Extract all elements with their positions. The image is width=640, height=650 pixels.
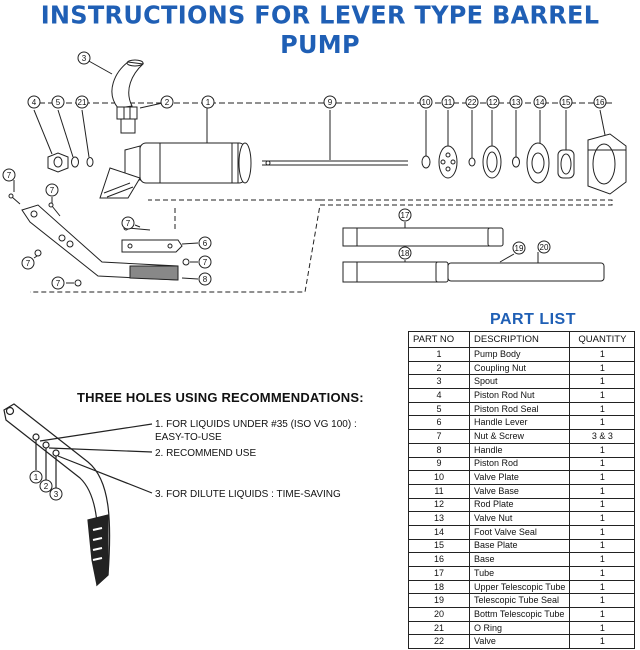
part-no-cell: 22 <box>409 635 470 649</box>
description-cell: Tube <box>470 567 570 581</box>
callout-19 <box>513 242 525 254</box>
tube <box>343 228 503 246</box>
quantity-cell: 1 <box>570 608 635 622</box>
description-cell: Coupling Nut <box>470 361 570 375</box>
callout-3-label: 3 <box>81 54 87 63</box>
description-cell: Upper Telescopic Tube <box>470 580 570 594</box>
description-cell: Handle Lever <box>470 416 570 430</box>
table-row <box>409 525 635 539</box>
part-list-title: PART LIST <box>490 311 576 328</box>
quantity-cell: 1 <box>570 457 635 471</box>
table-row <box>409 539 635 553</box>
callout-2 <box>161 96 173 108</box>
part-no-cell: 7 <box>409 430 470 444</box>
part-no-cell: 21 <box>409 621 470 635</box>
description-cell: Foot Valve Seal <box>470 525 570 539</box>
handle-lever <box>122 240 182 252</box>
svg-text:2: 2 <box>43 482 49 491</box>
valve-base <box>439 146 457 178</box>
quantity-cell: 1 <box>570 389 635 403</box>
piston-rod-seal <box>72 157 79 167</box>
part-no-cell: 4 <box>409 389 470 403</box>
callout-13 <box>510 96 522 108</box>
callout-8-label: 8 <box>202 275 208 284</box>
header-quantity: QUANTITY <box>570 332 635 348</box>
description-cell: Nut & Screw <box>470 430 570 444</box>
callout-18-label: 18 <box>400 249 410 258</box>
description-cell: Handle <box>470 443 570 457</box>
foot-valve-seal <box>527 143 549 183</box>
callout-7f-label: 7 <box>55 279 61 288</box>
callout-20 <box>538 241 550 253</box>
part-no-cell: 14 <box>409 525 470 539</box>
coupling-nut <box>117 107 137 133</box>
part-no-cell: 13 <box>409 512 470 526</box>
valve-nut <box>513 157 520 167</box>
piston-rod <box>262 161 408 165</box>
callout-7b <box>3 169 15 181</box>
table-row <box>409 471 635 485</box>
callout-7d-label: 7 <box>125 219 131 228</box>
description-cell: Spout <box>470 375 570 389</box>
quantity-cell: 1 <box>570 512 635 526</box>
quantity-cell: 1 <box>570 621 635 635</box>
bottom-telescopic-tube <box>448 263 604 281</box>
table-row <box>409 553 635 567</box>
hole-label-3 <box>50 488 62 500</box>
valve <box>469 158 475 166</box>
callout-20-label: 20 <box>539 243 549 252</box>
part-no-cell: 9 <box>409 457 470 471</box>
description-cell: O Ring <box>470 621 570 635</box>
part-list-table <box>408 331 635 649</box>
callout-4 <box>28 96 40 108</box>
part-no-cell: 11 <box>409 484 470 498</box>
quantity-cell: 1 <box>570 348 635 362</box>
description-cell: Base <box>470 553 570 567</box>
svg-text:3: 3 <box>53 490 59 499</box>
table-row <box>409 430 635 444</box>
description-cell: Piston Rod <box>470 457 570 471</box>
description-cell: Valve Nut <box>470 512 570 526</box>
hole-label-1 <box>30 471 42 483</box>
table-row <box>409 361 635 375</box>
table-row <box>409 635 635 649</box>
part-no-cell: 6 <box>409 416 470 430</box>
holes-title: THREE HOLES USING RECOMMENDATIONS: <box>77 390 364 405</box>
quantity-cell: 1 <box>570 498 635 512</box>
quantity-cell: 1 <box>570 580 635 594</box>
part-no-cell: 1 <box>409 348 470 362</box>
table-row <box>409 389 635 403</box>
description-cell: Base Plate <box>470 539 570 553</box>
part-no-cell: 17 <box>409 567 470 581</box>
table-row <box>409 580 635 594</box>
quantity-cell: 1 <box>570 471 635 485</box>
table-row <box>409 457 635 471</box>
header-part-no: PART NO <box>409 332 470 348</box>
callout-14 <box>534 96 546 108</box>
part-no-cell: 16 <box>409 553 470 567</box>
quantity-cell: 1 <box>570 375 635 389</box>
o-ring <box>87 158 93 167</box>
description-cell: Piston Rod Nut <box>470 389 570 403</box>
base <box>588 134 626 194</box>
part-no-cell: 12 <box>409 498 470 512</box>
callout-7c <box>46 184 58 196</box>
quantity-cell: 1 <box>570 594 635 608</box>
quantity-cell: 3 & 3 <box>570 430 635 444</box>
callout-17-label: 17 <box>400 211 410 220</box>
callout-7e <box>22 257 34 269</box>
table-row <box>409 443 635 457</box>
description-cell: Valve <box>470 635 570 649</box>
callout-2-label: 2 <box>164 98 170 107</box>
part-no-cell: 2 <box>409 361 470 375</box>
callout-17 <box>399 209 411 221</box>
description-cell: Valve Base <box>470 484 570 498</box>
header-description: DESCRIPTION <box>470 332 570 348</box>
description-cell: Telescopic Tube Seal <box>470 594 570 608</box>
recommendation-3: 3. FOR DILUTE LIQUIDS : TIME-SAVING <box>155 489 341 500</box>
callout-7d <box>122 217 134 229</box>
callout-12 <box>487 96 499 108</box>
table-row <box>409 402 635 416</box>
quantity-cell: 1 <box>570 525 635 539</box>
table-row <box>409 348 635 362</box>
hole-label-2 <box>40 480 52 492</box>
description-cell: Rod Plate <box>470 498 570 512</box>
page-title: INSTRUCTIONS FOR LEVER TYPE BARREL PUMP <box>40 0 600 60</box>
callout-19-label: 19 <box>514 244 524 253</box>
quantity-cell: 1 <box>570 553 635 567</box>
telescopic-tube-seal <box>436 262 448 282</box>
callout-21 <box>76 96 88 108</box>
callout-7f <box>52 277 64 289</box>
handle-holes-illustration <box>4 404 152 585</box>
valve-plate <box>422 156 430 168</box>
part-no-cell: 5 <box>409 402 470 416</box>
callout-4-label: 4 <box>31 98 37 107</box>
part-no-cell: 19 <box>409 594 470 608</box>
callout-6 <box>199 237 211 249</box>
table-row <box>409 416 635 430</box>
callout-1 <box>202 96 214 108</box>
table-row <box>409 498 635 512</box>
part-no-cell: 8 <box>409 443 470 457</box>
callout-15-label: 15 <box>561 98 571 107</box>
callout-14-label: 14 <box>535 98 545 107</box>
table-row <box>409 621 635 635</box>
description-cell: Valve Plate <box>470 471 570 485</box>
callout-8 <box>199 273 211 285</box>
description-cell: Bottm Telescopic Tube <box>470 608 570 622</box>
callout-15 <box>560 96 572 108</box>
part-no-cell: 3 <box>409 375 470 389</box>
callout-7c-label: 7 <box>49 186 55 195</box>
quantity-cell: 1 <box>570 635 635 649</box>
table-row <box>409 567 635 581</box>
part-no-cell: 18 <box>409 580 470 594</box>
pump-body <box>125 143 251 183</box>
callout-7a-label: 7 <box>202 258 208 267</box>
piston-rod-nut <box>48 153 68 172</box>
quantity-cell: 1 <box>570 539 635 553</box>
callout-3 <box>78 52 90 64</box>
callout-6-label: 6 <box>202 239 208 248</box>
callout-13-label: 13 <box>511 98 521 107</box>
rod-plate <box>483 146 501 178</box>
quantity-cell: 1 <box>570 484 635 498</box>
callout-22-label: 22 <box>467 98 477 107</box>
part-no-cell: 10 <box>409 471 470 485</box>
svg-text:1: 1 <box>33 473 39 482</box>
recommendation-2: 2. RECOMMEND USE <box>155 448 257 459</box>
callout-10-label: 10 <box>421 98 431 107</box>
callout-9-label: 9 <box>327 98 333 107</box>
callout-22 <box>466 96 478 108</box>
table-row <box>409 512 635 526</box>
callout-10 <box>420 96 432 108</box>
upper-telescopic-tube <box>343 262 443 282</box>
callout-11 <box>442 96 454 108</box>
callout-9 <box>324 96 336 108</box>
callout-7b-label: 7 <box>6 171 12 180</box>
callout-1-label: 1 <box>205 98 211 107</box>
table-row <box>409 594 635 608</box>
callout-11-label: 11 <box>443 98 453 107</box>
part-no-cell: 20 <box>409 608 470 622</box>
callout-21-label: 21 <box>77 98 87 107</box>
part-no-cell: 15 <box>409 539 470 553</box>
part-list-header <box>409 332 635 348</box>
table-row <box>409 608 635 622</box>
quantity-cell: 1 <box>570 402 635 416</box>
spout <box>112 60 143 108</box>
description-cell: Piston Rod Seal <box>470 402 570 416</box>
callout-7e-label: 7 <box>25 259 31 268</box>
callout-7a <box>199 256 211 268</box>
quantity-cell: 1 <box>570 567 635 581</box>
callout-12-label: 12 <box>488 98 498 107</box>
callout-5 <box>52 96 64 108</box>
table-row <box>409 484 635 498</box>
description-cell: Pump Body <box>470 348 570 362</box>
quantity-cell: 1 <box>570 443 635 457</box>
quantity-cell: 1 <box>570 361 635 375</box>
callout-16-label: 16 <box>595 98 605 107</box>
callout-5-label: 5 <box>55 98 61 107</box>
callout-18 <box>399 247 411 259</box>
table-row <box>409 375 635 389</box>
base-plate <box>558 150 574 178</box>
callout-16 <box>594 96 606 108</box>
recommendation-1: 1. FOR LIQUIDS UNDER #35 (ISO VG 100) : EASY-TO-USE <box>155 419 357 443</box>
quantity-cell: 1 <box>570 416 635 430</box>
